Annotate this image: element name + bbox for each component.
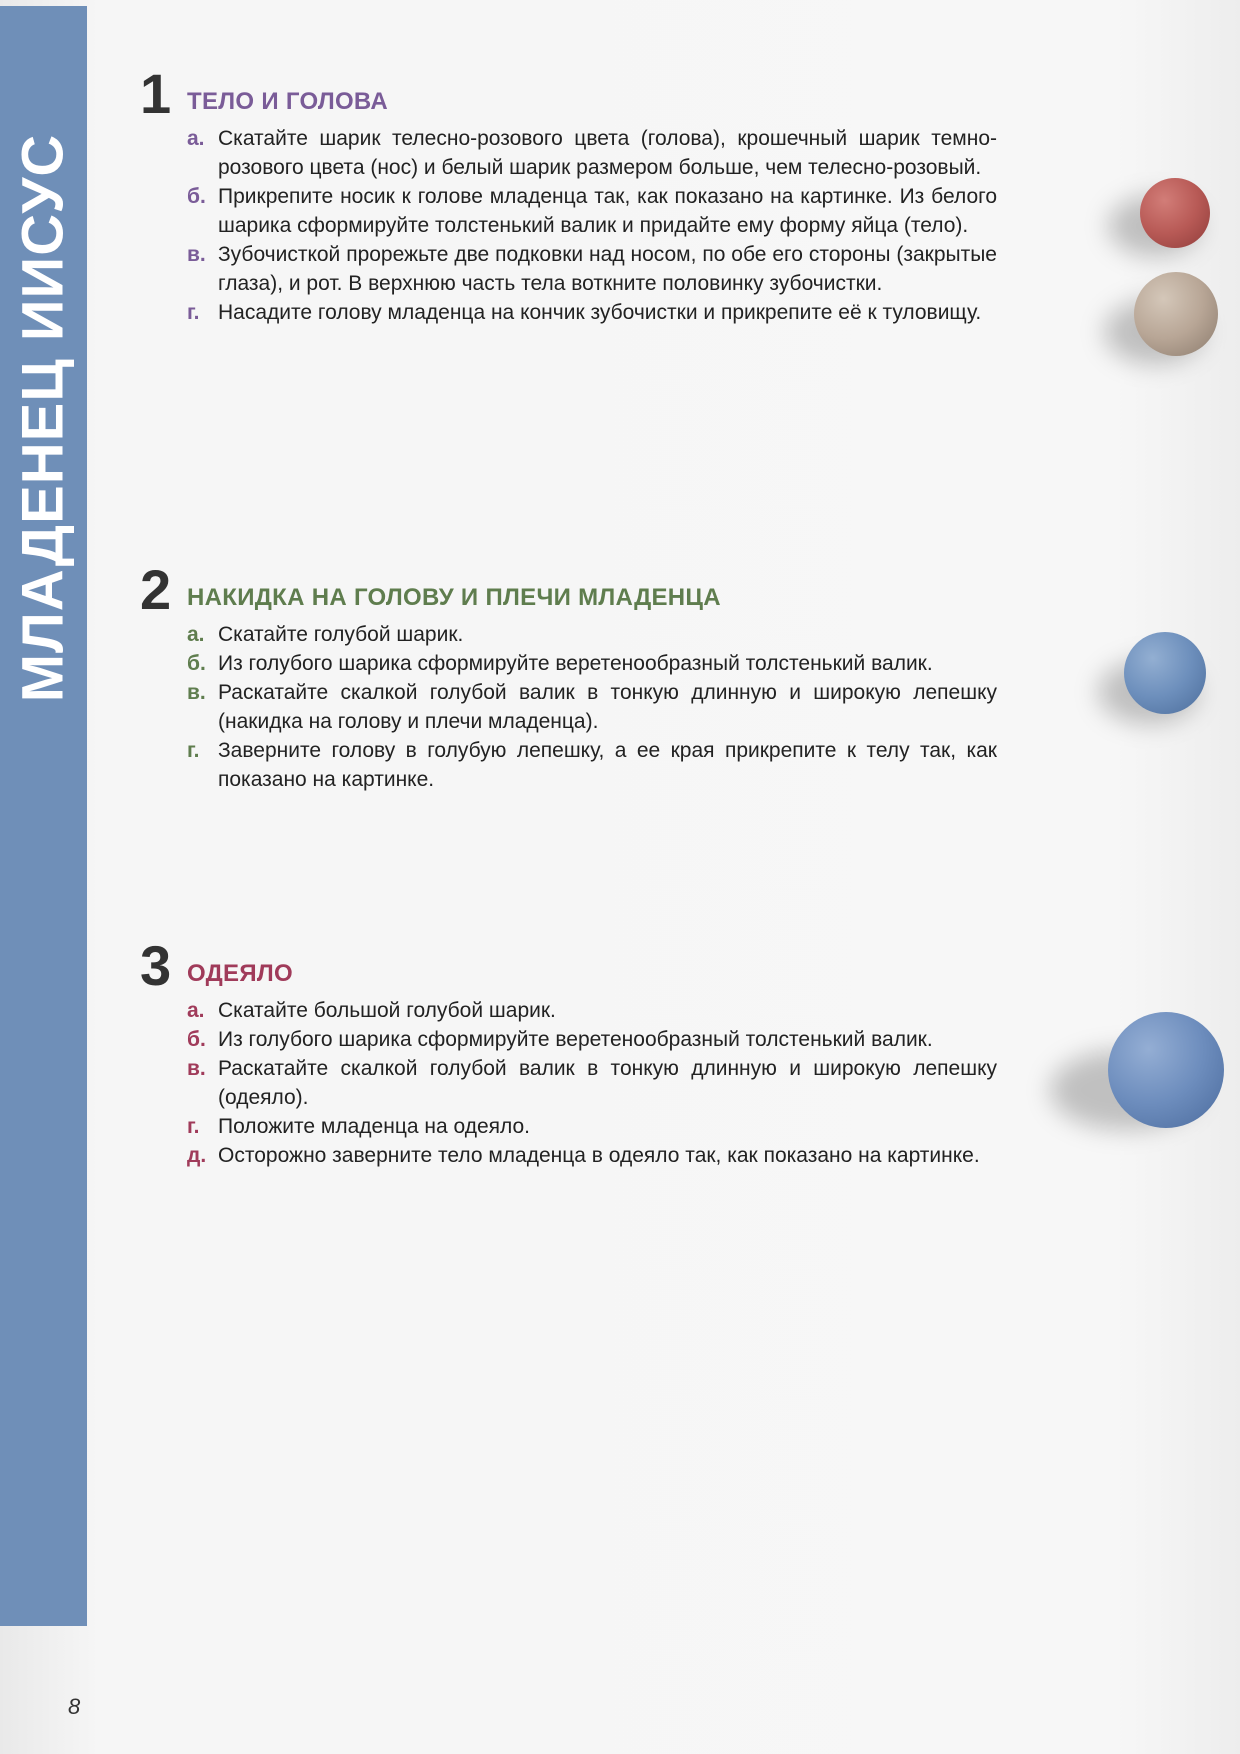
step-item <box>187 678 997 736</box>
side-bar <box>0 6 87 1626</box>
section-title: НАКИДКА НА ГОЛОВУ И ПЛЕЧИ МЛАДЕНЦА <box>187 584 721 611</box>
section-number: 2 <box>140 558 172 621</box>
step-text: Прикрепите носик к голове младенца так, как показано на картинке. Из белого шарика сформируйте толстенький валик и придайте ему форму яйца (тело). <box>218 185 997 237</box>
step-item <box>187 649 997 678</box>
section-title: ОДЕЯЛО <box>187 960 294 987</box>
step-text: Раскатайте скалкой голубой валик в тонкую длинную и широкую лепешку (одеяло). <box>218 1057 997 1109</box>
large-blue-ball <box>1108 1012 1224 1128</box>
side-title: МЛАДЕНЕЦ ИИСУС <box>10 133 76 703</box>
step-item <box>187 1141 997 1170</box>
section-title: ТЕЛО И ГОЛОВА <box>187 88 388 115</box>
flesh-pink-ball <box>1134 272 1218 356</box>
step-text: Осторожно заверните тело младенца в одеяло так, как показано на картинке. <box>218 1144 980 1167</box>
section-number: 3 <box>140 934 172 997</box>
step-text: Скатайте голубой шарик. <box>218 623 464 646</box>
step-text: Зубочисткой прорежьте две подковки над носом, по обе его стороны (закрытые глаза), и рот. В верхнюю часть тела воткните половинку зубочистки. <box>218 243 997 295</box>
step-text: Раскатайте скалкой голубой валик в тонкую длинную и широкую лепешку (накидка на голову и плечи младенца). <box>218 681 997 733</box>
step-item <box>187 1112 997 1141</box>
step-letter: б. <box>187 185 206 208</box>
step-letter: а. <box>187 623 205 646</box>
step-list <box>187 124 997 327</box>
step-item <box>187 124 997 182</box>
step-text: Из голубого шарика сформируйте веретенообразный толстенький валик. <box>218 652 933 675</box>
dark-pink-ball <box>1140 178 1210 248</box>
step-item <box>187 182 997 240</box>
step-text: Положите младенца на одеяло. <box>218 1115 530 1138</box>
light-blue-ball <box>1124 632 1206 714</box>
step-item <box>187 1054 997 1112</box>
step-letter: б. <box>187 652 206 675</box>
step-letter: в. <box>187 243 206 266</box>
step-text: Скатайте большой голубой шарик. <box>218 999 556 1022</box>
step-letter: г. <box>187 739 200 762</box>
section-number: 1 <box>140 62 172 125</box>
step-letter: д. <box>187 1144 207 1167</box>
step-item <box>187 620 997 649</box>
step-letter: а. <box>187 127 205 150</box>
step-list <box>187 996 997 1170</box>
step-letter: г. <box>187 301 200 324</box>
step-list <box>187 620 997 794</box>
step-letter: а. <box>187 999 205 1022</box>
step-letter: б. <box>187 1028 206 1051</box>
step-letter: в. <box>187 1057 206 1080</box>
step-item <box>187 240 997 298</box>
step-text: Из голубого шарика сформируйте веретенообразный толстенький валик. <box>218 1028 933 1051</box>
step-letter: в. <box>187 681 206 704</box>
step-item <box>187 736 997 794</box>
step-item <box>187 1025 997 1054</box>
step-item <box>187 298 997 327</box>
step-item <box>187 996 997 1025</box>
step-text: Насадите голову младенца на кончик зубочистки и прикрепите её к туловищу. <box>218 301 982 324</box>
step-text: Скатайте шарик телесно-розового цвета (голова), крошечный шарик темно-розового цвета (нос) и белый шарик размером больше, чем телесно-розовый. <box>218 127 997 179</box>
step-letter: г. <box>187 1115 200 1138</box>
step-text: Заверните голову в голубую лепешку, а ее края прикрепите к телу так, как показано на картинке. <box>218 739 997 791</box>
page-number: 8 <box>68 1694 81 1719</box>
